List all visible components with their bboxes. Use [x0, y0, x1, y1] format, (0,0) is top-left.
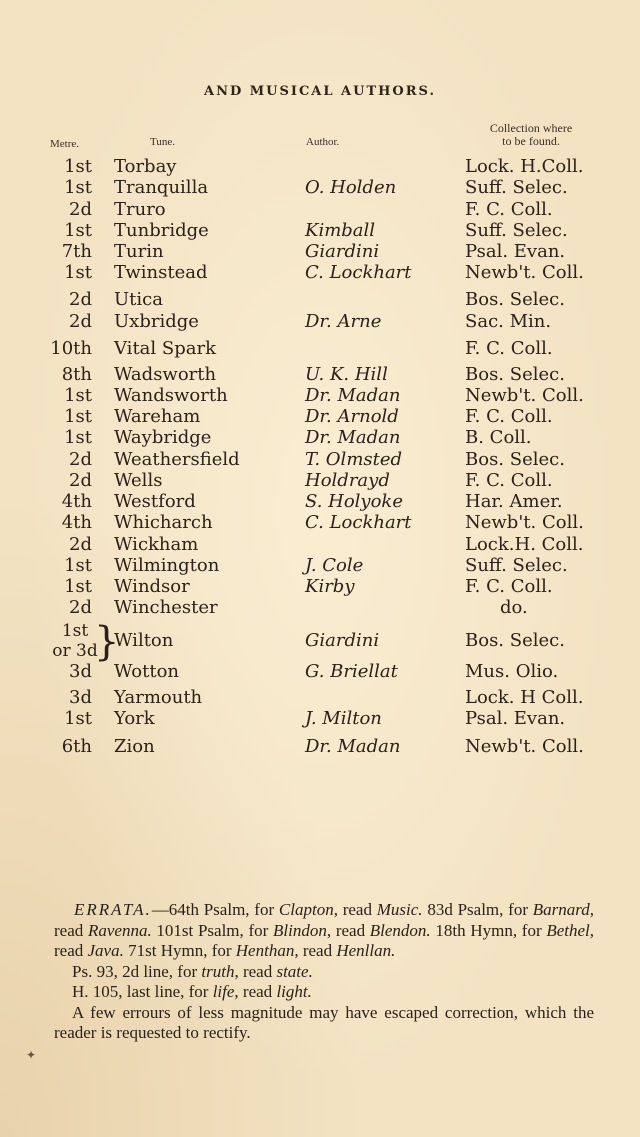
row-collection: F. C. Coll. — [465, 199, 553, 220]
table-row — [0, 385, 640, 407]
errata-text: , read — [54, 900, 595, 940]
margin-mark: ✦ — [26, 1048, 37, 1062]
wilton-metre-line2: or 3d — [52, 641, 98, 661]
row-metre: 1st — [64, 385, 92, 406]
column-header-tune: Tune. — [150, 136, 175, 148]
row-tune: Wilton — [114, 630, 174, 651]
errata-text: 71st Hymn, for — [123, 941, 236, 960]
errata-italic: Bethel — [546, 920, 590, 940]
row-collection: F. C. Coll. — [465, 338, 553, 359]
row-collection: Lock. H Coll. — [465, 687, 584, 708]
column-header-collection-line1: Collection where — [489, 121, 573, 135]
errata-paragraph — [54, 900, 594, 962]
row-metre: 3d — [69, 661, 92, 682]
brace-mark: } — [94, 619, 120, 665]
row-metre: 7th — [61, 241, 92, 262]
errata-italic: Blendon. — [369, 920, 431, 940]
row-collection: Bos. Selec. — [465, 364, 565, 385]
errata-italic: life — [212, 982, 235, 1001]
row-collection: Sac. Min. — [465, 311, 552, 332]
row-collection: F. C. Coll. — [465, 470, 553, 491]
errata-closing-note: A few errours of less magnitude may have escaped correction, which the reader is requested to rectify. — [54, 1002, 594, 1042]
row-tune: Waybridge — [114, 427, 212, 448]
errata-line-hymn-105 — [54, 982, 594, 1003]
row-metre: 2d — [69, 470, 92, 491]
row-metre: 1st — [64, 406, 92, 427]
errata-text: , read — [234, 961, 277, 981]
table-row — [0, 262, 640, 284]
row-collection: F. C. Coll. — [465, 406, 553, 427]
table-row — [0, 555, 640, 577]
row-metre: 2d — [69, 311, 92, 332]
row-author: J. Cole — [305, 555, 364, 576]
row-author: S. Holyoke — [305, 491, 403, 512]
row-tune: Wickham — [114, 534, 199, 555]
errata-italic: Java. — [87, 941, 124, 960]
row-tune: Wadsworth — [114, 364, 217, 385]
errata-italic: Barnard — [532, 900, 590, 919]
row-collection: Bos. Selec. — [465, 289, 565, 310]
row-metre: 2d — [69, 534, 92, 555]
table-row — [0, 311, 640, 333]
table-row — [0, 534, 640, 556]
row-tune: Vital Spark — [114, 338, 216, 359]
table-row — [0, 289, 640, 311]
row-metre: 10th — [50, 338, 92, 359]
row-author: Dr. Madan — [305, 736, 401, 757]
row-metre: 2d — [69, 449, 92, 470]
row-collection: Suff. Selec. — [465, 555, 568, 576]
wilton-metre-line1: 1st — [61, 621, 89, 641]
errata-text: Ps. 93, 2d line, for — [72, 961, 202, 981]
table-row — [0, 427, 640, 449]
table-row — [0, 576, 640, 598]
errata-italic: Henllan. — [336, 941, 396, 960]
row-collection: Lock. H.Coll. — [465, 156, 584, 177]
row-tune: Whicharch — [114, 512, 213, 533]
table-row — [0, 491, 640, 513]
row-tune: Tranquilla — [114, 177, 209, 198]
table-row — [0, 512, 640, 534]
row-tune: Yarmouth — [114, 687, 203, 708]
column-header-collection — [466, 122, 596, 148]
table-row — [0, 449, 640, 471]
column-header-author: Author. — [306, 136, 340, 148]
wilton-metre — [50, 621, 100, 661]
row-collection: Newb't. Coll. — [465, 512, 584, 533]
row-metre: 8th — [61, 364, 92, 385]
row-collection: do. — [500, 597, 528, 618]
row-collection: Mus. Olio. — [465, 661, 559, 682]
errata-text: 64th Psalm, for — [168, 900, 279, 919]
errata-italic: Music. — [376, 900, 423, 919]
row-author: U. K. Hill — [305, 364, 388, 385]
row-collection: Newb't. Coll. — [465, 262, 584, 283]
row-metre: 1st — [64, 156, 92, 177]
row-tune: Weathersfield — [114, 449, 240, 470]
table-row — [0, 241, 640, 263]
table-row — [0, 708, 640, 730]
row-collection: B. Coll. — [465, 427, 532, 448]
table-row — [0, 156, 640, 178]
errata-text: , read — [234, 982, 277, 1001]
row-tune: Torbay — [114, 156, 177, 177]
errata-italic: state. — [276, 961, 313, 981]
row-collection: Suff. Selec. — [465, 177, 568, 198]
errata-text: 83d Psalm, for — [422, 900, 533, 919]
row-tune: Westford — [114, 491, 196, 512]
row-collection: Newb't. Coll. — [465, 736, 584, 757]
row-metre: 1st — [64, 576, 92, 597]
row-author: Giardini — [305, 630, 380, 651]
row-tune: Zion — [114, 736, 155, 757]
column-header-metre: Metre. — [50, 138, 80, 150]
row-metre: 1st — [64, 427, 92, 448]
table-row — [0, 687, 640, 709]
errata-text: , read — [294, 941, 337, 960]
row-author: O. Holden — [305, 177, 397, 198]
row-author: C. Lockhart — [305, 512, 412, 533]
row-author: Dr. Arnold — [305, 406, 399, 427]
row-author: Kirby — [305, 576, 355, 597]
table-row — [0, 199, 640, 221]
table-row — [0, 220, 640, 242]
table-row — [0, 338, 640, 360]
row-metre: 1st — [64, 177, 92, 198]
row-author: Dr. Madan — [305, 427, 401, 448]
row-tune: Wotton — [114, 661, 180, 682]
row-author: G. Briellat — [305, 661, 398, 682]
errata-text: H. 105, last line, for — [72, 982, 213, 1001]
table-row — [0, 177, 640, 199]
row-collection: Bos. Selec. — [465, 449, 565, 470]
row-tune: Twinstead — [114, 262, 208, 283]
row-metre: 2d — [69, 199, 92, 220]
row-metre: 4th — [61, 512, 92, 533]
row-tune: Wilmington — [114, 555, 220, 576]
row-author: C. Lockhart — [305, 262, 412, 283]
errata-text: , read — [54, 920, 594, 960]
row-author: J. Milton — [305, 708, 382, 729]
row-metre: 4th — [61, 491, 92, 512]
row-metre: 1st — [64, 555, 92, 576]
row-metre: 1st — [64, 220, 92, 241]
column-header-collection-line2: to be found. — [502, 134, 560, 148]
errata-text: 18th Hymn, for — [430, 920, 547, 940]
errata-label: ERRATA. — [74, 900, 152, 919]
row-tune: Uxbridge — [114, 311, 199, 332]
row-collection: Psal. Evan. — [465, 708, 566, 729]
row-tune: York — [114, 708, 155, 729]
errata-section — [54, 900, 594, 1044]
row-author: Kimball — [305, 220, 376, 241]
table-row — [0, 406, 640, 428]
row-tune: Wandsworth — [114, 385, 228, 406]
row-metre: 2d — [69, 289, 92, 310]
row-tune: Wells — [114, 470, 163, 491]
errata-italic: Blindon — [273, 920, 327, 940]
row-metre: 2d — [69, 597, 92, 618]
row-tune: Tunbridge — [114, 220, 209, 241]
errata-text: 101st Psalm, for — [151, 920, 274, 940]
row-collection: Bos. Selec. — [465, 630, 565, 651]
table-row — [0, 597, 640, 619]
row-metre: 1st — [64, 708, 92, 729]
table-row — [0, 364, 640, 386]
row-metre: 3d — [69, 687, 92, 708]
row-collection: Lock.H. Coll. — [465, 534, 584, 555]
errata-italic: Henthan — [235, 941, 295, 960]
errata-text: , read — [326, 920, 370, 940]
row-tune: Utica — [114, 289, 163, 310]
row-metre: 1st — [64, 262, 92, 283]
errata-italic: light. — [276, 982, 312, 1001]
row-author: Giardini — [305, 241, 380, 262]
row-tune: Windsor — [114, 576, 190, 597]
errata-italic: Ravenna. — [87, 920, 152, 940]
row-tune: Winchester — [114, 597, 218, 618]
row-tune: Truro — [114, 199, 166, 220]
errata-text: , read — [333, 900, 377, 919]
row-collection: Psal. Evan. — [465, 241, 566, 262]
row-collection: Suff. Selec. — [465, 220, 568, 241]
errata-italic: truth — [201, 961, 235, 981]
table-row — [0, 736, 640, 758]
row-collection: F. C. Coll. — [465, 576, 553, 597]
page-header: AND MUSICAL AUTHORS. — [203, 84, 437, 99]
row-collection: Har. Amer. — [465, 491, 563, 512]
errata-dash: — — [151, 900, 169, 919]
row-author: T. Olmsted — [305, 449, 403, 470]
errata-line-psalm-93 — [54, 962, 594, 983]
table-row — [0, 470, 640, 492]
row-author: Holdrayd — [305, 470, 390, 491]
row-author: Dr. Madan — [305, 385, 401, 406]
row-tune: Turin — [114, 241, 164, 262]
errata-italic: Clapton — [278, 900, 334, 919]
row-author: Dr. Arne — [305, 311, 382, 332]
row-tune: Wareham — [114, 406, 201, 427]
row-collection: Newb't. Coll. — [465, 385, 584, 406]
row-metre: 6th — [61, 736, 92, 757]
